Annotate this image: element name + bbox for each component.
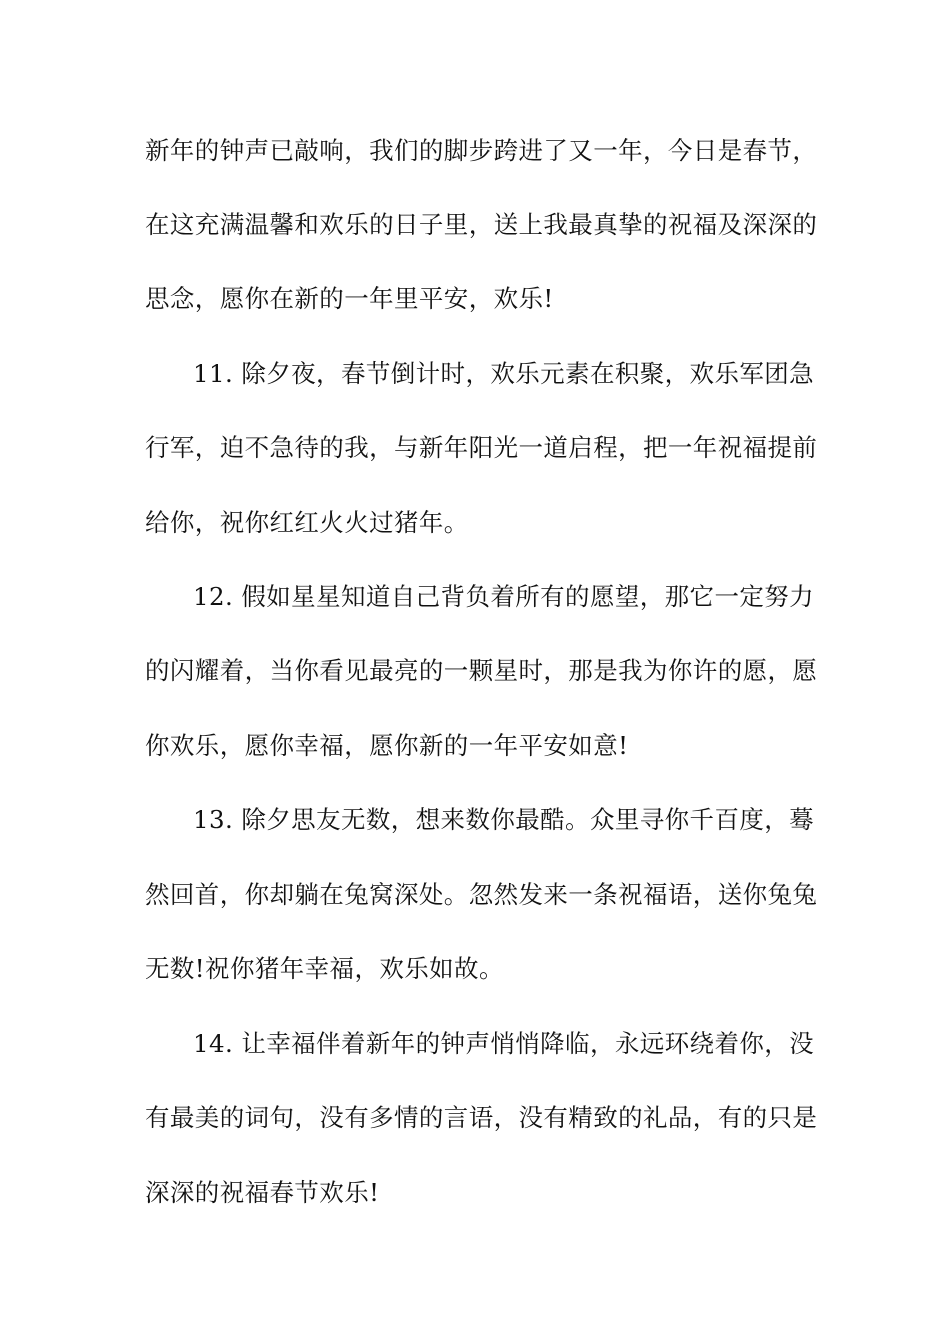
- text-line: 行军，迫不急待的我，与新年阳光一道启程，把一年祝福提前: [145, 433, 818, 462]
- text-line: 给你，祝你红红火火过猪年。: [145, 508, 469, 537]
- text-line: 思念，愿你在新的一年里平安，欢乐!: [145, 284, 554, 313]
- text-line: 然回首，你却躺在兔窝深处。忽然发来一条祝福语，送你兔兔: [145, 880, 818, 909]
- text-line: 无数!祝你猪年幸福，欢乐如故。: [145, 954, 504, 983]
- text-line: 你欢乐，愿你幸福，愿你新的一年平安如意!: [145, 731, 629, 760]
- text-line: 新年的钟声已敲响，我们的脚步跨进了又一年，今日是春节，: [145, 136, 818, 165]
- text-line: 的闪耀着，当你看见最亮的一颗星时，那是我为你许的愿，愿: [145, 656, 818, 685]
- text-line: 13. 除夕思友无数，想来数你最酷。众里寻你千百度，蓦: [193, 805, 815, 834]
- text-line: 有最美的词句，没有多情的言语，没有精致的礼品，有的只是: [145, 1103, 818, 1132]
- text-line: 11. 除夕夜，春节倒计时，欢乐元素在积聚，欢乐军团急: [193, 359, 815, 388]
- text-line: 12. 假如星星知道自己背负着所有的愿望，那它一定努力: [193, 582, 815, 611]
- text-line: 在这充满温馨和欢乐的日子里，送上我最真挚的祝福及深深的: [145, 210, 818, 239]
- text-line: 14. 让幸福伴着新年的钟声悄悄降临，永远环绕着你，没: [193, 1029, 815, 1058]
- text-line: 深深的祝福春节欢乐!: [145, 1178, 380, 1207]
